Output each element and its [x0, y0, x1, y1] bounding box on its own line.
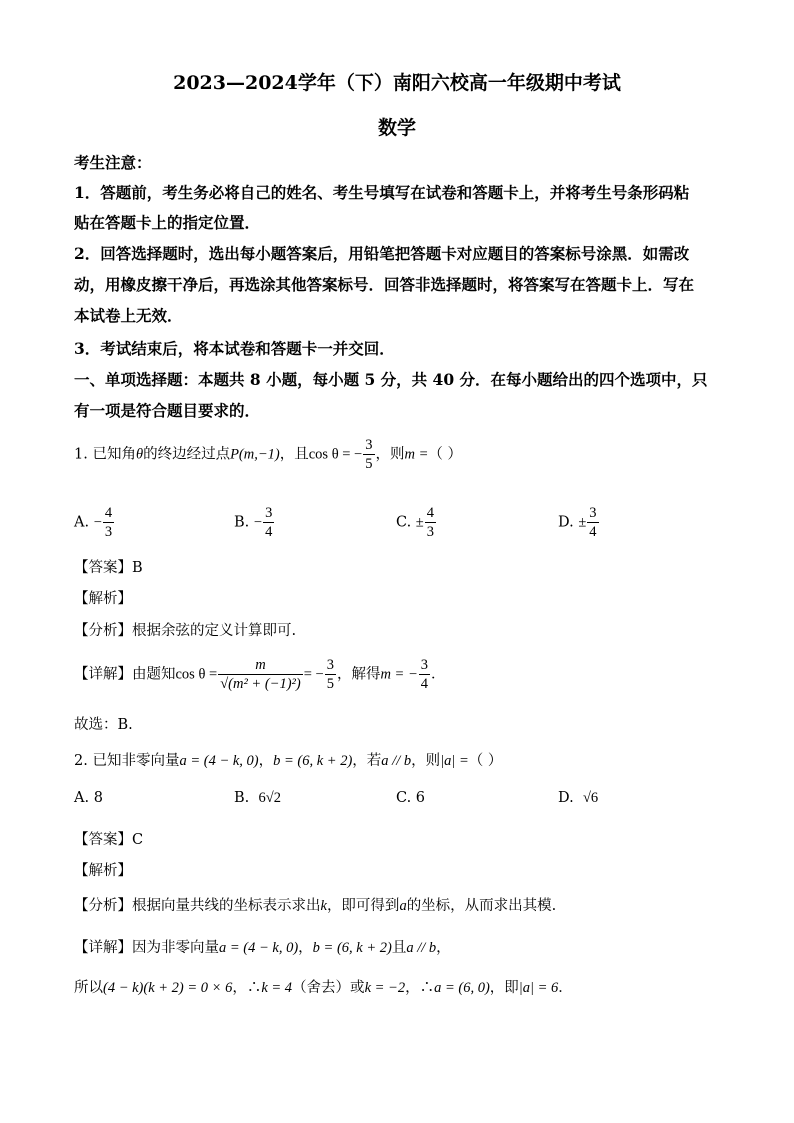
q2-fenxi-line [74, 894, 556, 915]
q2-so-eq: (4 − k)(k + 2) = 0 × 6 [103, 980, 233, 996]
q1-xj-num: m [255, 657, 266, 673]
q1-xj-frac2 [325, 656, 336, 693]
q2-a-def: a = (4 − k, 0) [179, 753, 259, 769]
q2-option-d [558, 790, 598, 807]
q1-opt-b-label: B. [234, 514, 250, 531]
q2-abs-a: |a| = [440, 753, 469, 769]
q2-so-k2: k = −2 [364, 980, 406, 996]
q1-opt-c-num: 4 [426, 505, 435, 521]
section-heading-line-2: 有一项是符合题目要求的． [74, 401, 261, 420]
q1-xj-m: m = − [380, 666, 418, 683]
notice-item-2-line-3: 本试卷上无效． [74, 306, 183, 325]
q2-prefix: 2. 已知非零向量 [74, 753, 180, 769]
q1-xj-frac1 [218, 656, 303, 693]
q1-xj-den3: 4 [420, 676, 428, 692]
q2-comma1: ， [258, 753, 274, 769]
q2-option-b [234, 790, 281, 807]
q2-mid1: ，若 [352, 753, 382, 769]
q2-so-a: a = (6, 0) [434, 980, 490, 996]
q1-opt-d-den: 4 [589, 524, 597, 540]
q1-opt-d-label: D. [558, 514, 574, 531]
q1-opt-b-frac [263, 504, 274, 541]
q2-so-abs: |a| = 6 [518, 980, 559, 996]
subject-title: 数学 [377, 117, 416, 139]
q1-conclusion: 故选：B. [74, 717, 133, 733]
q2-opt-d-label: D. [558, 790, 574, 806]
notice-item-2-line-2: 动，用橡皮擦干净后，再选涂其他答案标号．回答非选择题时，将答案写在答题卡上．写在 [74, 275, 695, 294]
q1-opt-a-num: 4 [104, 505, 113, 521]
q2-so-therefore1: ，∴ [232, 980, 262, 996]
q1-answer: B [132, 560, 143, 576]
q2-xj1: 因为非零向量 [132, 940, 219, 956]
q1-option-a [74, 504, 115, 541]
q2-b-def: b = (6, k + 2) [273, 753, 353, 769]
q1-opt-a-den: 3 [104, 524, 113, 540]
q2-so-k1: k = 4 [261, 980, 293, 996]
q1-mid1: 的终边经过点 [143, 446, 231, 463]
q2-opt-b-value: 6√2 [258, 790, 281, 806]
q2-fenxi1: 根据向量共线的坐标表示求出 [132, 898, 321, 914]
q1-xiangjie-line [74, 656, 446, 693]
notice-item-3: 3．考试结束后，将本试卷和答题卡一并交回． [74, 339, 395, 358]
q1-xj-cos: cos θ = [175, 666, 218, 683]
q1-option-b [234, 504, 275, 541]
q2-xj-b: b = (6, k + 2) [312, 940, 392, 956]
q2-opt-d-value: √6 [582, 790, 599, 806]
q2-fenxi-tag: 【分析】 [74, 898, 132, 914]
q1-opt-c-sign: ± [415, 514, 424, 531]
q1-m-eq: m = [404, 446, 429, 463]
q1-xj-num3: 3 [420, 657, 428, 673]
q1-opt-d-num: 3 [589, 505, 597, 521]
q1-opt-b-num: 3 [265, 505, 273, 521]
q1-theta: θ [135, 446, 144, 463]
notice-item-1-line-1: 1．答题前，考生务必将自己的姓名、考生号填写在试卷和答题卡上，并将考生号条形码粘 [74, 183, 690, 202]
q1-frac-den: 5 [365, 456, 373, 472]
q2-option-a: A. 8 [74, 790, 103, 806]
q1-xj-mid: ，解得 [336, 666, 381, 683]
q2-so-ji: ，即 [489, 980, 519, 996]
q2-analysis-tag: 【解析】 [74, 863, 132, 879]
q1-answer-line [74, 556, 143, 577]
q1-fenxi: 根据余弦的定义计算即可. [132, 623, 297, 639]
q2-fenxi-k: k [320, 898, 327, 914]
q2-xj-par: a // b [406, 940, 437, 956]
q1-xj-num2: 3 [326, 657, 334, 673]
q2-so-therefore2: ，∴ [405, 980, 435, 996]
q1-xj-den: √(m² + (−1)²) [220, 676, 301, 692]
q2-fenxi2: ，即可得到 [326, 898, 400, 914]
q1-analysis-tag: 【解析】 [74, 591, 132, 607]
q2-xj-a: a = (4 − k, 0) [219, 940, 299, 956]
q2-xj-and: 且 [391, 940, 407, 956]
q1-opt-a-label: A. [74, 514, 90, 531]
q1-opt-d-frac [587, 504, 598, 541]
q2-so-discard: （舍去）或 [292, 980, 365, 996]
question-1-stem [74, 436, 462, 473]
q2-xj-end: ， [436, 940, 451, 956]
q1-opt-a-frac [103, 504, 114, 541]
q1-xj-frac3 [419, 656, 430, 693]
q1-opt-b-den: 4 [265, 524, 273, 540]
notice-heading: 考生注意： [74, 153, 152, 172]
q1-fenxi-tag: 【分析】 [74, 623, 132, 639]
q2-conclusion-line [74, 976, 573, 997]
q2-fenxi-a: a [399, 898, 407, 914]
q1-option-c [396, 504, 437, 541]
q1-xj-den2: 5 [326, 676, 334, 692]
q2-answer: C [132, 832, 144, 848]
q2-parallel: a // b [381, 753, 412, 769]
q2-option-c: C. 6 [396, 790, 426, 806]
q2-opt-b-label: B. [234, 790, 250, 806]
q1-opt-d-sign: ± [578, 514, 587, 531]
q1-mid3: ，则 [375, 446, 405, 463]
q2-fenxi3: 的坐标，从而求出其模. [406, 898, 557, 914]
section-heading-line-1: 一、单项选择题：本题共 8 小题，每小题 5 分，共 40 分．在每小题给出的四个选项中，只 [74, 370, 708, 389]
q1-fraction [363, 436, 374, 473]
q1-prefix: 1. 已知角 [74, 446, 136, 463]
q1-opt-c-den: 3 [426, 524, 435, 540]
q2-so-prefix: 所以 [74, 980, 103, 996]
q1-mid2: ，且 [279, 446, 309, 463]
q2-xiangjie-tag: 【详解】 [74, 940, 132, 956]
q1-opt-a-sign: − [93, 514, 102, 531]
q2-so-end: ． [558, 980, 573, 996]
exam-title: 2023—2024学年（下）南阳六校高一年级期中考试 [173, 72, 621, 94]
q1-xiangjie-tag: 【详解】 [74, 666, 132, 683]
q2-mid2: ，则 [411, 753, 441, 769]
q1-cos: cos θ = − [308, 446, 363, 463]
q2-xiangjie-line [74, 936, 451, 957]
notice-item-1-line-2: 贴在答题卡上的指定位置． [74, 213, 261, 232]
q2-answer-line [74, 828, 143, 849]
q1-xj-prefix: 由题知 [132, 666, 176, 683]
q1-opt-b-sign: − [253, 514, 263, 531]
q1-option-d [558, 504, 600, 541]
q1-paren: （ ） [428, 446, 462, 463]
q2-answer-tag: 【答案】 [74, 832, 132, 848]
q1-answer-tag: 【答案】 [74, 560, 132, 576]
q1-opt-c-label: C. [396, 514, 412, 531]
q2-paren: （ ） [468, 753, 503, 769]
q1-xj-end: ． [431, 666, 446, 683]
q2-xj-comma: ， [298, 940, 313, 956]
q1-fenxi-line [74, 619, 296, 640]
question-2-stem [74, 749, 502, 770]
notice-item-2-line-1: 2．回答选择题时，选出每小题答案后，用铅笔把答题卡对应题目的答案标号涂黑．如需改 [74, 244, 690, 263]
q1-opt-c-frac [425, 504, 436, 541]
q1-xj-eq: = − [303, 666, 324, 683]
q1-frac-num: 3 [365, 437, 373, 453]
q1-point: P(m,−1) [230, 446, 280, 463]
